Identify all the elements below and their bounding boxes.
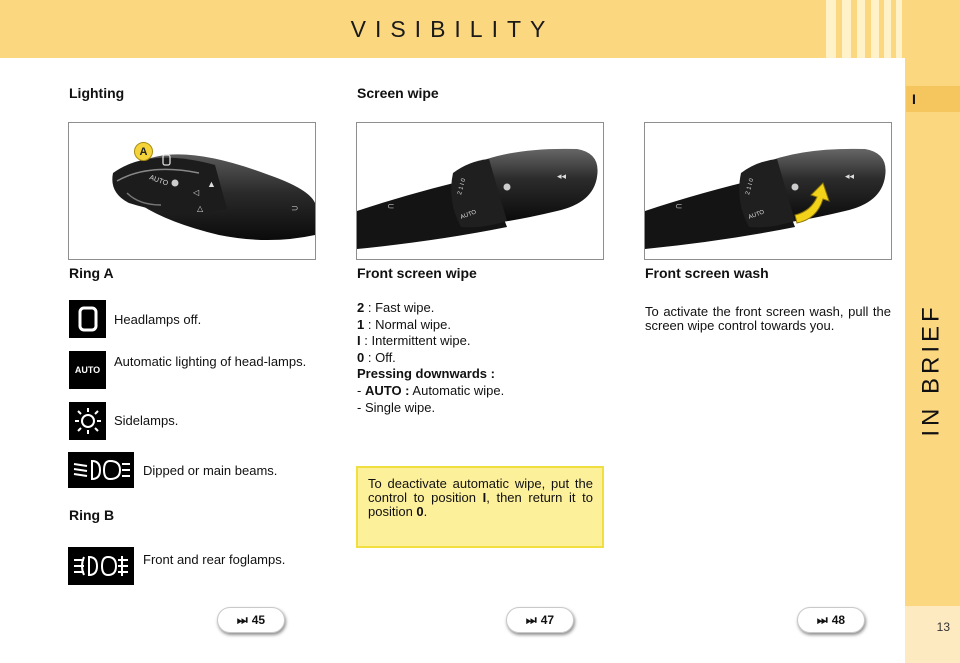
svg-text:2 1 I 0: 2 1 I 0	[457, 177, 468, 196]
pressing-item: - AUTO : Automatic wipe.	[357, 382, 505, 398]
foglamps-icon	[68, 547, 134, 585]
headlamps-off-icon	[69, 300, 106, 338]
page-title: VISIBILITY	[350, 16, 555, 42]
lighting-stalk-photo	[68, 122, 316, 260]
speed-key: I	[357, 333, 361, 349]
wipe-speed-list	[357, 300, 597, 416]
svg-text:AUTO: AUTO	[148, 174, 169, 188]
svg-text:AUTO: AUTO	[459, 209, 478, 221]
sidelamps-icon	[69, 402, 106, 440]
front-wash-heading: Front screen wash	[645, 265, 769, 281]
page-ref-45[interactable]	[217, 607, 285, 633]
wipe-speed-row	[357, 317, 597, 334]
speed-desc: : Fast wipe.	[367, 300, 435, 315]
dipped-main-beam-text: Dipped or main beams.	[143, 463, 278, 478]
svg-text:◂◂: ◂◂	[557, 171, 567, 181]
wipe-speed-row	[357, 300, 597, 317]
headlamps-off-text: Headlamps off.	[114, 312, 202, 327]
foglamps-text: Front and rear foglamps.	[143, 552, 286, 567]
page-ref-number: 48	[831, 613, 846, 627]
pressing-item: - Single wipe.	[357, 399, 436, 415]
speed-desc: : Normal wipe.	[367, 316, 451, 332]
wiper-stalk-photo	[356, 122, 604, 260]
pressing-heading: Pressing downwards :	[357, 366, 495, 382]
svg-text:◁: ◁	[193, 188, 200, 197]
chapter-marker: I	[906, 86, 960, 112]
svg-text:AUTO: AUTO	[747, 209, 766, 221]
auto-lighting-text: Automatic lighting of head-lamps.	[114, 354, 307, 369]
svg-text:⊂: ⊂	[675, 201, 683, 211]
speed-desc: : Intermittent wipe.	[364, 333, 471, 349]
wash-stalk-photo	[644, 122, 892, 260]
lighting-heading: Lighting	[69, 85, 125, 101]
page-ref-number: 45	[251, 613, 266, 627]
page-ref-47[interactable]	[506, 607, 574, 633]
page-ref-arrow-icon: ⏭	[816, 612, 828, 627]
wipe-speed-row	[357, 350, 597, 367]
front-wipe-heading: Front screen wipe	[357, 265, 477, 281]
speed-key: 0	[357, 349, 365, 365]
wipe-speed-row	[357, 333, 597, 350]
ring-a-heading: Ring A	[69, 265, 114, 281]
sidelamps-text: Sidelamps.	[114, 413, 179, 428]
speed-key: 2	[357, 300, 365, 315]
page-ref-arrow-icon: ⏭	[236, 612, 248, 627]
page-ref-number: 47	[540, 613, 555, 627]
speed-desc: : Off.	[367, 349, 396, 365]
svg-text:⊂: ⊂	[387, 201, 395, 211]
footer-tab	[905, 606, 960, 663]
auto-lighting-icon: AUTO	[69, 351, 106, 389]
page-ref-arrow-icon: ⏭	[525, 612, 537, 627]
page-number: 13	[936, 620, 950, 634]
deactivate-auto-wipe-note: To deactivate automatic wipe, put the control to position I, then return it to position 0.	[356, 466, 604, 548]
ring-b-heading: Ring B	[69, 507, 115, 523]
svg-text:◂◂: ◂◂	[845, 171, 855, 181]
front-wash-text: To activate the front screen wash, pull the screen wipe control towards you.	[645, 304, 891, 333]
svg-text:△: △	[197, 204, 204, 213]
dipped-main-beam-icon	[68, 452, 134, 488]
chapter-label: IN BRIEF	[918, 303, 945, 437]
svg-text:⊃: ⊃	[291, 203, 299, 213]
svg-text:2 1 I 0: 2 1 I 0	[745, 177, 756, 196]
svg-text:▲: ▲	[207, 179, 216, 189]
screen-wipe-heading: Screen wipe	[357, 85, 439, 101]
speed-key: 1	[357, 316, 365, 332]
page-ref-48[interactable]	[797, 607, 865, 633]
ring-a-marker: A	[134, 142, 153, 161]
